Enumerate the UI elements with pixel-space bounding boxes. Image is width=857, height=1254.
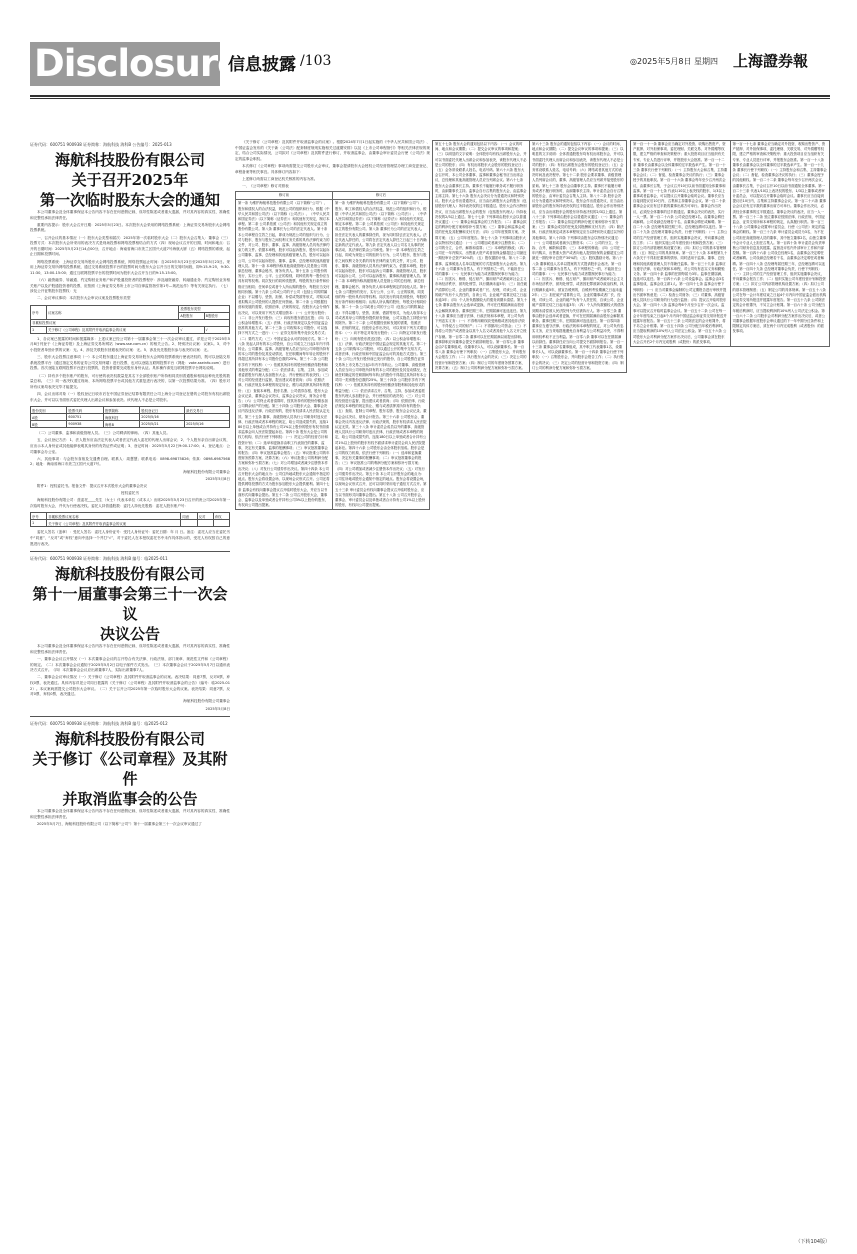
announcement-title: 关于修订《公司章程》及其附件 (32, 750, 228, 789)
amendment-table (235, 191, 430, 510)
table-cell: A股 (31, 414, 67, 421)
intro-paragraph: 本公司董事会及全体董事保证本公告内容不存在任何虚假记载、误导性陈述或者重大遗漏，并对其内容的真实性、准确性和完整性承担法律责任。 (30, 809, 230, 819)
continued-text (235, 140, 430, 190)
brand-logo: Disclosure (30, 42, 220, 86)
announcement-title-2: 并取消监事会的公告 (62, 790, 198, 809)
signature-date: 2025年5月8日 (205, 476, 230, 481)
table-header: 序号 (31, 305, 47, 319)
table-cell: 1 (31, 326, 47, 333)
masthead-rule (30, 95, 830, 97)
paragraph: 四、会议出席对象（一）股权登记日收市后在中国证券登记结算有限责任公司上海分公司登记在册的公司股东有权出席股东大会，并可以以书面形式委托代理人出席会议和参加表决。该代理人不必是公司股东。 (30, 392, 230, 402)
paragraph: 一、召开会议的基本情况（一）股东大会类型和届次：2025年第一次临时股东大会（二）股东大会召集人：董事会（三）投票方式：本次股东大会所采用的表决方式是现场投票和网络投票相结合的方式（四）现场会议召开的日期、时间和地点：召开的日期时间：2025年5月23日14点00分，召开地点：海南省海口市美兰区国兴大道7号海航大厦（五）网络投票的系统、起止日期和投票时间。 (30, 235, 230, 257)
table-header: 股份类别 (31, 407, 67, 414)
signature: 海航科技股份有限公司董事会 (183, 469, 230, 474)
company-name: 海航科技股份有限公司 (54, 151, 205, 169)
paragraph: 本次修订《公司章程》事项尚需提交公司股东大会审议，董事会提请股东大会授权公司经营管理层办理工商变更登记、章程备案等相关事宜。具体修订内容如下： (235, 163, 430, 174)
record-date-table (30, 406, 230, 428)
table-header: 股权登记日 (140, 407, 185, 414)
table-header-before: 修订前 (236, 192, 333, 200)
paragraph: 委托人签名（盖章）：受托人签名：委托人身份证号：受托人身份证号：委托日期：年 月 日。备注：委托人应当在委托书中“同意”、“反对”或“弃权”意向中选择一个并打“√”，对于委托人在本授权委托书中未作具体指示的，受托人有权按自己的意愿进行表决。 (30, 530, 230, 546)
table-cell (185, 414, 230, 421)
announcement-body (30, 644, 230, 712)
table-cell-after: 第六十三条 股东会的通知包括以下内容：（一）会议的时间、地点和会议期限；（二）提交会议审议的事项和提案；（三）以明显的文字说明：全体普通股股东均有权出席股东会，并可以书面委托代理人出席会议和参加表决，该股东代理人不必是公司的股东；（四）有权出席股东会股东的股权登记日；（五）会务常设联系人姓名，电话号码；（六）网络或者其他方式的表决时间及表决程序。第七十二条 股东会要求董事、高级管理人员列席会议的，董事、高级管理人员应当列席并接受股东的质询。第七十三条 股东会由董事长主持。董事长不能履行职务或者不履行职务时，由副董事长主持。审计委员会自行召集的股东会，由审计委员会召集人主持。第八十二条 股东会决议分为普通决议和特别决议。股东会作出普通决议，应当由出席股东会的股东所持表决权的过半数通过。股东会作出特别决议，应当由出席股东会的股东所持表决权的2/3以上通过。第八十三条 下列事项由股东会以普通决议通过：（一）董事会的工作报告；（二）董事会拟定的利润分配方案和弥补亏损方案；（三）董事会成员的任免及其报酬和支付方法；（四）除法律、行政法规规定或者本章程规定应当以特别决议通过以外的其他事项。第八十四条 下列事项由股东会以特别决议通过：（一）公司增加或者减少注册资本；（二）公司的分立、分拆、合并、解散和清算；（三）本章程的修改；（四）公司在一年内购买、出售重大资产或者向他人提供担保的金额超过公司最近一期经审计总资产30%的；（五）股权激励计划。第八十八条 董事候选人名单以提案的方式提请股东会表决。第一百零二条 公司董事为自然人，有下列情形之一的，不能担任公司的董事：（一）无民事行为能力或者限制民事行为能力；（二）因贪污、贿赂、侵占财产、挪用财产或者破坏社会主义市场经济秩序，被判处刑罚，或者因犯罪被剥夺政治权利，执行期满未逾5年，被宣告缓刑的，自缓刑考验期满之日起未逾2年；（三）担任破产清算的公司、企业的董事或者厂长、经理，对该公司、企业的破产负有个人责任的，自该公司、企业破产清算完结之日起未逾3年；（四）个人所负数额较大的债务到期未清偿被人民法院列为失信被执行人。第一百零三条 董事由股东会选举或者更换，并可在任期届满前由股东会解除其职务。董事任期三年，任期届满可连选连任。第一百零四条 董事应当遵守法律、行政法规和本章程的规定，对公司负有忠实义务，应当采取措施避免自身利益与公司利益冲突，不得利用职权牟取不正当利益。第一百零八条 董事可以在任期届满以前辞任。董事辞任应当向公司提交书面辞职报告。第一百一十三条 董事会由7名董事组成，其中职工代表董事1名，设董事长1人，可以设副董事长。第一百一十四条 董事会行使下列职权：（一）召集股东会，并向股东会报告工作；（二）执行股东会的决议；（三）决定公司的经营计划和投资方案；（四）制订公司的利润分配方案和弥补亏损方案。 (530, 141, 627, 373)
announcement-header: 证券代码：600751 900938 证券简称：海航科技 海科B 编号：临2025-011 (30, 556, 168, 562)
masthead (0, 0, 857, 95)
announcement-body (30, 530, 230, 547)
announcement-body (30, 210, 230, 302)
paragraph: （二）持有多个股东账户的股东，可行使的表决权数量是其名下全部股东账户所持相同类别普通股和相同品种优先股的数量总和。（三）同一表决权通过现场、本所网络投票平台或其他方式重复进行表决的，以第一次投票结果为准。（四）股东对所有议案均表决完毕才能提交。 (30, 373, 230, 389)
table-cell: 非累积投票议案 (31, 319, 230, 326)
paragraph: 上述修订尚需以工商登记机关核准的内容为准。 (242, 176, 318, 181)
page-number: /103 (300, 53, 332, 69)
continued-note: （下转104版） (795, 1239, 830, 1245)
table-cell-before: 第一条 为维护海航科技股份有限公司（以下简称“公司”）、股东和债权人的合法权益，规范公司的组织和行为，根据《中华人民共和国公司法》（以下简称《公司法》）、《中华人民共和国证券法》（以下简称《证券法》）和其他有关规定，制订本章程。第二条 公司系依照《公司法》和其他有关规定成立的股份有限公司。第八条 董事长为公司的法定代表人。第十条 本公司章程自生效之日起，即成为规范公司的组织与行为、公司与股东、股东与股东之间权利义务关系的具有法律约束力的文件，对公司、股东、董事、监事、高级管理人员具有法律约束力的文件。依据本章程，股东可以起诉股东，股东可以起诉公司董事、监事、总经理和其他高级管理人员，股东可以起诉公司，公司可以起诉股东、董事、监事、总经理和其他高级管理人员。第十一条 本章程所称其他高级管理人员是指公司的副总经理、董事会秘书、财务负责人。第十五条 公司股份的发行，实行公开、公平、公正的原则，同种类的每一股份应当具有同等权利。同次发行的同种类股票，每股的发行条件和价格应当相同；任何单位或者个人所认购的股份，每股应当支付相同价额。第十九条 公司或公司的子公司（包括公司的附属企业）不以赠与、垫资、担保、补偿或贷款等形式，对购买或者拟购买公司股份的人提供任何资助。第二十条 公司根据经营和发展的需要，依照法律、法规的规定，经股东大会分别作出决议，可以采用下列方式增加资本：（一）公开发行股份；（二）非公开发行股份；（三）向现有股东派送红股；（四）以公积金转增股本；（五）法律、行政法规规定以及中国证监会批准的其他方式。第二十三条 公司收购本公司股份，可以选择下列方式之一进行：（一）证券交易所集中竞价交易方式；（二）要约方式；（三）中国证监会认可的其他方式。第二十八条 发起人持有的本公司股份，自公司成立之日起1年内不得转让。公司董事、监事、高级管理人员应当向公司申报所持有的本公司的股份及其变动情况，在任职期间每年转让的股份不得超过其所持有本公司股份总数的25%。第三十二条 公司股东享有下列权利：（一）依照其所持有的股份份额获得股利和其他形式的利益分配；（二）依法请求、召集、主持、参加或者委派股东代理人参加股东大会，并行使相应的表决权；（三）对公司的经营进行监督，提出建议或者质询；（四）依照法律、行政法规及本章程的规定转让、赠与或质押其所持有的股份；（五）查阅本章程、股东名册、公司债券存根、股东大会会议记录、董事会会议决议、监事会会议决议、财务会计报告；（六）公司终止或者清算时，按其所持有的股份份额参加公司剩余财产的分配。第三十四条 公司股东大会、董事会决议内容违反法律、行政法规的，股东有权请求人民法院认定无效。第三十五条 董事、高级管理人员执行公司职务时违反法律、行政法规或者本章程的规定，给公司造成损失的，连续180日以上单独或合并持有公司1%以上股份的股东有权书面请求监事会向人民法院提起诉讼。第四十条 股东大会是公司的权力机构，依法行使下列职权：（一）决定公司的经营方针和投资计划；（二）选举和更换非由职工代表担任的董事、监事，决定有关董事、监事的报酬事项；（三）审议批准董事会的报告；（四）审议批准监事会报告；（五）审议批准公司的年度财务预算方案、决算方案；（六）审议批准公司的利润分配方案和弥补亏损方案；（七）对公司增加或者减少注册资本作出决议；（八）对发行公司债券作出决议。第四十四条 本公司召开股东大会的地点为：公司住所地或股东大会通知中指定的地点。股东大会将设置会场，以现场会议形式召开。公司还将提供网络投票的方式为股东参加股东大会提供便利。第四十七条 监事会有权向董事会提议召开临时股东大会，并应当以书面形式向董事会提出。第五十二条 公司召开股东大会，董事会、监事会以及单独或者合并持有公司3%以上股份的股东，有权向公司提出提案。 (236, 200, 333, 510)
column-1 (30, 140, 230, 1238)
proposal-table (30, 305, 230, 334)
announcement-header: 证券代码：600751 900938 证券简称：海航科技 海科B 编号：临2025-012 (30, 721, 168, 727)
table-cell: 1 (31, 520, 47, 527)
table-cell (181, 520, 197, 527)
table-header: B股股东 (204, 312, 229, 319)
table-cell-before: 第一百一十一条 董事会应当确定对外投资、收购出售资产、资产抵押、对外担保事项、委托理财、关联交易、对外捐赠等权限，建立严格的审查和决策程序；重大投资项目应当组织有关专家、专业人员进行评审，并报股东大会批准。第一百一十二条 董事长由董事会以全体董事的过半数选举产生。第一百一十三条 董事长行使下列职权：（一）主持股东大会和召集、主持董事会会议；（二）督促、检查董事会决议的执行；（三）董事会授予的其他职权。第一百一十六条 董事会每年至少召开两次会议，由董事长召集，于会议召开10日以前书面通知全体董事和监事。第一百一十七条 代表1/10以上表决权的股东、1/3以上董事或者监事会，可以提议召开董事会临时会议。董事长应当自接到提议后10日内，召集和主持董事会会议。第一百二十条 董事会会议应有过半数的董事出席方可举行。董事会作出决议，必须经全体董事的过半数通过。董事会决议的表决，实行一人一票。第一百二十六条 公司设总经理1名，由董事会聘任或解聘。公司设副总经理若干名，由董事会聘任或解聘。第一百二十八条 总经理每届任期三年，总经理连聘可以连任。第一百二十九条 总经理对董事会负责，行使下列职权：（一）主持公司的生产经营管理工作，组织实施董事会决议，并向董事会报告工作；（二）组织实施公司年度经营计划和投资方案；（三）拟订公司内部管理机构设置方案；（四）拟订公司的基本管理制度；（五）制定公司的具体规章。第一百三十八条 本章程第九十六条关于不得担任董事的情形、同时适用于监事。董事、总经理和其他高级管理人员不得兼任监事。第一百三十九条 监事应当遵守法律、行政法规和本章程，对公司负有忠实义务和勤勉义务。第一百四十条 监事的任期每届为3年。监事任期届满，连选可以连任。第一百四十六条 公司设监事会。监事会由3名监事组成，监事会设主席1人。第一百四十七条 监事会行使下列职权：（一）应当对董事会编制的公司定期报告进行审核并提出书面审核意见；（二）检查公司财务；（三）对董事、高级管理人员执行公司职务的行为进行监督；（四）提议召开临时股东大会。第一百四十八条 监事会每6个月至少召开一次会议。监事可以提议召开临时监事会会议。第一百五十二条 公司在每一会计年度结束之日起4个月内向中国证监会和证券交易所报送并披露年度报告。第一百五十三条 公司除法定的会计账簿外，将不另立会计账簿。第一百五十四条 公司分配当年税后利润时，应当提取利润的10%列入公司法定公积金。第一百五十六条 公司股东大会对利润分配方案作出决议后，公司董事会须在股东大会召开后2个月内完成股利（或股份）的派发事项。 (631, 141, 731, 347)
table-header: 最后交易日 (185, 407, 230, 414)
paragraph: （六）融资融券、转融通、约定购回业务账户和沪股通投资者的投票程序：涉及融资融券、转融通业务、约定购回业务相关账户以及沪股通投资者的投票，应按照《上海证券交易所上市公司自律监管指引第1号—规范运作》等有关规定执行。（七）涉及公开征集股东投票权：无 (30, 277, 230, 294)
announcement-body (30, 809, 230, 827)
paragraph: 六、其他事项：与会股东食宿及交通费自理。联系人：周慧慧；联系电话：0898-69875826；传真：0898-69875682；地址：海南省海口市美兰区国兴大道7号。 (30, 456, 230, 467)
paragraph: 《关于修订〈公司章程〉及其附件并取消监事会的议案》。根据2024年7月1日起实施的《中华人民共和国公司法》、中国证监会发布的《关于新〈公司法〉配套制度规则实施相关过渡期安排》以及《上市公司章程指引》等相关法律法规的规定，结合公司实际情况，公司拟对《公司章程》及其附件进行修订，并取消监事会，由董事会审计委员会行使《公司法》规定的监事会职权。 (235, 140, 430, 161)
table-cell: 2025/5/21 (140, 421, 185, 428)
column-2 (235, 140, 430, 1238)
announcement-title: 关于召开2025年 (71, 171, 189, 189)
paragraph: 海航科技股份有限公司：兹委托____先生（女士）代表本单位（或本人）出席2025年5月23日召开的贵公司2025年第一次临时股东大会，并代为行使表决权。委托人持普通股数：委托人持优先股数：委托人股东账户号： (30, 498, 230, 508)
announcement-title-2: 决议公告 (99, 625, 160, 644)
table-cell-after: 第一条 为维护海航科技股份有限公司（以下简称“公司”）、股东、职工和债权人的合法权益，规范公司的组织和行为，根据《中华人民共和国公司法》（以下简称《公司法》）、《中华人民共和国证券法》（以下简称《证券法》）和其他有关规定，制定本章程。第二条 公司系依照《公司法》和其他有关规定成立的股份有限公司。第八条 董事长为公司的法定代表人。担任法定代表人的董事辞任的，视为同时辞去法定代表人。法定代表人辞任的，公司将在法定代表人辞任之日起三十日内确定新的法定代表人。第九条 法定代表人以公司名义从事的民事活动，其法律后果由公司承受。第十一条 本章程自生效之日起，即成为规范公司的组织与行为、公司与股东、股东与股东之间权利义务关系的具有法律约束力的文件，对公司、股东、董事、高级管理人员具有法律约束力。依据本章程，股东可以起诉股东，股东可以起诉公司董事、高级管理人员，股东可以起诉公司，公司可以起诉股东、董事和高级管理人员。第十二条 本章程所称高级管理人员是指公司的总经理、副总经理、董事会秘书、财务负责人和本章程规定的其他人员。第十七条 公司股份的发行，实行公开、公平、公正的原则，同类别的每一股份具有同等权利。同次发行的同类别股份，每股的发行条件和价格相同；认购人所认购的股份，每股支付相同价额。第二十一条 公司或者公司的子公司（包括公司的附属企业）不得以赠与、垫资、担保、借款等形式，为他人取得本公司或者其母公司的股份提供财务资助，公司实施员工持股计划的除外。第二十二条 公司根据经营和发展的需要，依照法律、法规的规定，经股东会作出决议，可以采用下列方式增加资本：（一）向不特定对象发行股份；（二）向特定对象发行股份；（三）向现有股东派送红股；（四）以公积金转增股本；（五）法律、行政法规及中国证监会规定的其他方式。第二十五条 公司收购本公司股份，可以通过公开的集中交易方式，或者法律、行政法规和中国证监会认可的其他方式进行。第三十条 公司公开发行股份前已发行的股份，自公司股票在证券交易所上市交易之日起1年内不得转让。公司董事、高级管理人员应当向公司申报所持有的本公司的股份及其变动情况，在就任时确定的任职期间每年转让的股份不得超过其所持有本公司同一类别股份总数的25%。第三十四条 公司股东享有下列权利：（一）依照其所持有的股份份额获得股利和其他形式的利益分配；（二）依法请求召开、召集、主持、参加或者委派股东代理人参加股东会，并行使相应的表决权；（三）对公司的经营进行监督，提出建议或者质询；（四）依照法律、行政法规及本章程的规定转让、赠与或者质押其所持有的股份；（五）查阅、复制公司章程、股东名册、股东会会议记录、董事会会议决议、财务会计报告。第三十六条 公司股东会、董事会决议内容违反法律、行政法规的，股东有权请求人民法院认定无效。第三十八条 审计委员会成员以外的董事、高级管理人员执行公司职务时违反法律、行政法规或者本章程的规定，给公司造成损失的，连续180日以上单独或者合计持有公司1%以上股份的股东有权书面请求审计委员会向人民法院提起诉讼。第四十六条 公司股东会由全体股东组成。股东会是公司的权力机构，依法行使下列职权：（一）选举和更换董事，决定有关董事的报酬事项；（二）审议批准董事会的报告；（三）审议批准公司的利润分配方案和弥补亏损方案；（四）对公司增加或者减少注册资本作出决议；（五）对发行公司债券作出决议。第五十条 本公司召开股东会的地点为：公司住所地或股东会通知中指定的地点。股东会将设置会场，以现场会议形式召开，还可以同时采用电子通信方式召开。第五十三条 审计委员会有权向董事会提议召开临时股东会，应当以书面形式向董事会提出。第五十八条 公司召开股东会，董事会、审计委员会以及单独或者合计持有公司1%以上股份的股东，有权向公司提出提案。 (333, 200, 430, 510)
table-cell: 海科B (103, 421, 139, 428)
newspaper-name: 上海證券報 (733, 52, 809, 70)
company-name: 海航科技股份有限公司 (54, 730, 205, 749)
column-3 (432, 140, 627, 1238)
table-cell: 海航科技 (103, 414, 139, 421)
table-cell (213, 520, 229, 527)
paragraph: 一、董事会会议召开情况（一）本次董事会会议的召开符合有关法律、行政法规、部门规章、规范性文件和《公司章程》的规定。（二）本次董事会会议通知于2025年5月2日以电子邮件方式发出。（三）本次董事会会议于2025年5月7日以通讯表决方式召开。（四）本次董事会会议应出席董事7人，实际出席董事7人。 (30, 657, 230, 673)
paragraph: （二）公司董事、监事和高级管理人员。（三）公司聘请的律师。（四）其他人员。 (37, 431, 170, 436)
signature-date: 2025年5月8日 (205, 706, 230, 711)
paragraph: 三、股东大会投票注意事项（一）本公司股东通过上海证券交易所股东大会网络投票系统行使表决权的，既可以登陆交易系统投票平台（通过指定交易的证券公司交易终端）进行投票，也可以登陆互联网投票平台（网址：vote.sseinfo.com）进行投票。首次登陆互联网投票平台进行投票的，投资者需要完成股东身份认证。具体操作请见互联网投票平台网站说明。 (30, 355, 230, 371)
paragraph: 附件1：授权委托书。报备文件：提议召开本次股东大会的董事会决议 (37, 483, 148, 488)
paragraph: 二、会议审议事项：本次股东大会审议议案及投票股东类型 (37, 296, 131, 301)
section-title: 信息披露 (228, 55, 296, 75)
announcement-board-resolution (30, 556, 230, 712)
table-cell: 900938 (67, 421, 103, 428)
paragraph: 一、《公司章程》修订对照表 (242, 183, 289, 188)
table-header: 股票简称 (103, 407, 139, 414)
article-divider (30, 551, 230, 552)
table-header: 同意 (181, 513, 197, 520)
table-cell: 600751 (67, 414, 103, 421)
table-cell: √ (204, 326, 229, 333)
paragraph: 五、会议登记方法：1、法人股东应由法定代表人或者法定代表人委托的代理人出席会议；2、个人股东亲自出席会议的，应出示本人身份证或其他能够表明其身份的有效证件或证明；3、登记时间：2025年5月22日9:00-17:00；4、登记地点：公司董事会办公室。 (30, 438, 230, 454)
paragraph: 2025年5月7日，海航科技股份有限公司（以下简称“公司”）第十一届董事会第三十一次会议审议通过了 (37, 821, 202, 826)
table-cell-after: 第一百一十七条 董事会应当确定对外投资、收购出售资产、资产抵押、对外担保事项、委托理财、关联交易、对外捐赠等权限，建立严格的审查和决策程序；重大投资项目应当组织有关专家、专业人员进行评审，并报股东会批准。第一百一十八条 董事长由董事会以全体董事的过半数选举产生。第一百一十九条 董事长行使下列职权：（一）主持股东会和召集、主持董事会会议；（二）督促、检查董事会决议的执行；（三）董事会授予的其他职权。第一百二十二条 董事会每年至少召开两次会议，由董事长召集，于会议召开10日以前书面通知全体董事。第一百二十三条 代表1/10以上表决权的股东、1/3以上董事或者审计委员会，可以提议召开董事会临时会议。董事长应当自接到提议后10日内，召集和主持董事会会议。第一百二十六条 董事会会议应有过半数的董事出席方可举行。董事会作出决议，必须经全体董事的过半数通过。董事会决议的表决，应当一人一票。第一百三十二条 独立董事应按照法律、行政法规、中国证监会、证券交易所和本章程的规定，认真履行职责。第一百三十八条 公司董事会设置审计委员会，行使《公司法》规定的监事会的职权。第一百三十九条 审计委员会成员为3名，为不在公司担任高级管理人员的董事，其中独立董事2名，由独立董事中会计专业人士担任召集人。第一百四十条 审计委员会负责审核公司财务信息及其披露、监督及评估内外部审计工作和内部控制。第一百四十六条 公司设总经理1名，由董事会决定聘任或者解聘。公司设副总经理若干名，由董事会决定聘任或者解聘。第一百四十八条 总经理每届任期三年，总经理连聘可以连任。第一百四十九条 总经理对董事会负责，行使下列职权：（一）主持公司的生产经营管理工作，组织实施董事会决议，并向董事会报告工作；（二）组织实施公司年度经营计划和投资方案；（三）拟订公司内部管理机构设置方案；（四）拟订公司的基本管理制度；（五）制定公司的具体规章。第一百五十八条 公司在每一会计年度结束之日起4个月内向中国证监会派出机构和证券交易所报送并披露年度报告。第一百五十九条 公司除法定的会计账簿外，不另立会计账簿。第一百六十条 公司分配当年税后利润时，应当提取利润的10%列入公司法定公积金。第一百六十二条 公司股东会对利润分配方案作出决议后，或者公司董事会根据年度股东会审议通过的下一年中期分红条件和上限制定具体方案后，须在两个月内完成股利（或者股份）的派发事项。 (730, 141, 830, 347)
table-header: 序号 (31, 513, 47, 520)
table-cell: 关于修订《公司章程》及其附件并取消监事会的议案 (47, 520, 181, 527)
paragraph: 1、各议案已披露的时间和披露媒体：上述议案已经公司第十一届董事会第三十一次会议审议通过，详见公司于2025年5月8日刊登于《上海证券报》及上海证券交易所网站（www.sse.com.cn）的相关公告。2、特别决议议案：议案1。3、对中小投资者单独计票的议案：无。4、涉及关联股东回避表决的议案：无。5、涉及优先股股东参与表决的议案：无。 (30, 336, 230, 353)
announcement-body (30, 337, 230, 403)
paragraph: 网络投票系统：上海证券交易所股东大会网络投票系统，网络投票起止时间：自2025年5月23日至2025年5月23日。采用上海证券交易所网络投票系统，通过交易系统投票平台的投票时间为股东大会召开当日的交易时间段，即9:15-9:25，9:30-11:30，13:00-15:00；通过互联网投票平台的投票时间为股东大会召开当日的9:15-15:00。 (30, 259, 230, 275)
table-cell: 关于修订《公司章程》及其附件并取消监事会的议案 (46, 326, 178, 333)
paragraph: 重要内容提示：股东大会召开日期：2025年5月23日。本次股东大会采用的网络投票系统：上海证券交易所股东大会网络投票系统。 (30, 222, 230, 233)
amendment-table-continued (630, 140, 830, 347)
amendment-table-continued (432, 140, 627, 373)
table-header: 弃权 (213, 513, 229, 520)
table-header: 投票股东类型 (179, 305, 230, 312)
intro-paragraph: 本公司董事会及全体董事保证本公告内容不存在任何虚假记载、误导性陈述或者重大遗漏，并对其内容的真实性、准确性和完整性承担法律责任。 (30, 644, 230, 654)
paragraph: 二、董事会会议审议情况（一）关于修订《公司章程》及其附件并取消监事会的议案。表决结果：同意7票，反对0票，弃权0票，表决通过。具体内容详见公司同日披露的《关于修订〈公司章程〉及其附件并取消监事会的公告》（编号：临2025-012）。本议案尚需提交公司股东大会审议。（二）关于召开公司2025年第一次临时股东大会的议案。表决结果：同意7票，反对0票，弃权0票，表决通过。 (30, 675, 230, 697)
masthead-rule-thin (30, 98, 830, 99)
announcement-charter-amendment (30, 721, 230, 827)
company-name: 海航科技股份有限公司 (54, 565, 205, 584)
column-4 (630, 140, 830, 1238)
table-cell: B股 (31, 421, 67, 428)
table-header: 议案名称 (46, 305, 178, 319)
table-header-after: 修订后 (333, 192, 430, 200)
table-header: 股票代码 (67, 407, 103, 414)
announcement-title-2: 第一次临时股东大会的通知 (39, 191, 220, 209)
announcement-header: 证券代码：600751 900938 证券简称：海航科技 海科B 公告编号：2025-013 (30, 142, 172, 147)
issue-date: ◎2025年5月8日 星期四 (630, 57, 719, 66)
table-cell: √ (179, 326, 204, 333)
proxy-vote-table (30, 512, 230, 527)
announcement-shareholder-meeting (30, 142, 230, 547)
signature: 海航科技股份有限公司董事会 (183, 699, 230, 704)
table-cell: 2025/5/16 (140, 414, 185, 421)
article-divider (30, 716, 230, 717)
announcement-body (30, 431, 230, 509)
table-header: A股股东 (179, 312, 204, 319)
announcement-title: 第十一届董事会第三十一次会议 (32, 585, 228, 624)
table-cell-before: 第五十七条 股东大会的通知包括以下内容：（一）会议的时间、地点和会议期限；（二）提交会议审议的事项和提案；（三）以明显的文字说明：全体股东均有权出席股东大会，并可以书面委托代理人出席会议和参加表决，该股东代理人不必是公司的股东；（四）有权出席股东大会股东的股权登记日；（五）会务常设联系人姓名，电话号码。第六十六条 股东大会召开时，本公司全体董事、监事和董事会秘书应当出席会议，总经理和其他高级管理人员应当列席会议。第六十七条 股东大会由董事长主持。董事长不能履行职务或不履行职务时，由副董事长主持。监事会自行召集的股东大会，由监事会主席主持。第七十六条 股东大会决议分为普通决议和特别决议。股东大会作出普通决议，应当由出席股东大会的股东（包括股东代理人）所持表决权的过半数通过。股东大会作出特别决议，应当由出席股东大会的股东（包括股东代理人）所持表决权的2/3以上通过。第七十七条 下列事项由股东大会以普通决议通过：（一）董事会和监事会的工作报告；（二）董事会拟定的利润分配方案和弥补亏损方案；（三）董事会和监事会成员的任免及其报酬和支付方法；（四）公司年度预算方案、决算方案；（五）公司年度报告。第七十八条 下列事项由股东大会以特别决议通过：（一）公司增加或者减少注册资本；（二）公司的分立、合并、解散和清算；（三）本章程的修改；（四）公司在一年内购买、出售重大资产或者担保金额超过公司最近一期经审计总资产30%的；（五）股权激励计划。第八十二条 董事、监事候选人名单以提案的方式提请股东大会表决。第九十六条 公司董事为自然人，有下列情形之一的，不能担任公司的董事：（一）无民事行为能力或者限制民事行为能力；（二）因贪污、贿赂、侵占财产、挪用财产或者破坏社会主义市场经济秩序，被判处刑罚，执行期满未逾5年；（三）担任破产清算的公司、企业的董事或者厂长、经理，对该公司、企业的破产负有个人责任的，自该公司、企业破产清算完结之日起未逾3年；（四）个人所负数额较大的债务到期未清偿。第九十七条 董事由股东大会选举或更换，并可在任期届满前由股东大会解除其职务。董事任期三年，任期届满可连选连任。第九十八条 董事应当遵守法律、行政法规和本章程，对公司负有下列忠实义务：（一）不得利用职权收受贿赂或者其他非法收入，不得侵占公司的财产；（二）不得挪用公司资金；（三）不得将公司资产或者资金以其个人名义或者其他个人名义开立账户存储。第一百零二条 董事可以在任期届满以前提出辞职。董事辞职应向董事会提交书面辞职报告。第一百零七条 董事会由7名董事组成，设董事长1人，可以设副董事长。第一百零八条 董事会行使下列职权：（一）召集股东大会，并向股东大会报告工作；（二）执行股东大会的决议；（三）决定公司的经营计划和投资方案；（四）制订公司的年度财务预算方案、决算方案；（五）制订公司的利润分配方案和弥补亏损方案。 (433, 141, 530, 373)
table-header: 反对 (197, 513, 213, 520)
table-cell (197, 520, 213, 527)
attachment-title: 授权委托书 (121, 491, 139, 496)
intro-paragraph: 本公司董事会及全体董事保证本公告内容不存在任何虚假记载、误导性陈述或者重大遗漏，并对其内容的真实性、准确性和完整性承担法律责任。 (30, 210, 230, 220)
table-cell: 2025/5/16 (185, 421, 230, 428)
table-header: 非累积投票议案名称 (47, 513, 181, 520)
